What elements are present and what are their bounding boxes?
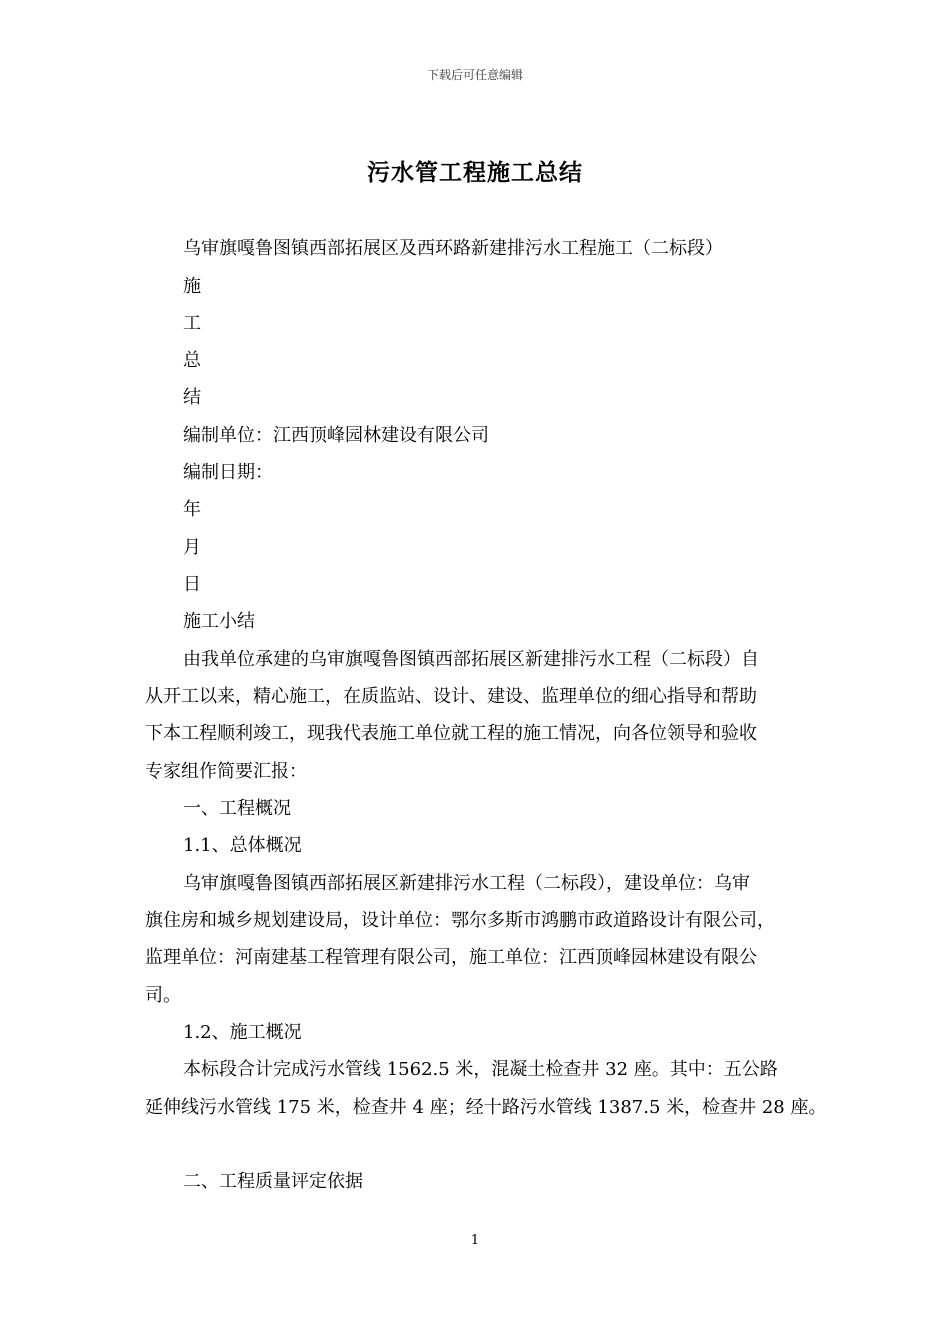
date-year: 年 bbox=[183, 499, 201, 520]
prepared-by: 编制单位：江西顶峰园林建设有限公司 bbox=[183, 425, 489, 446]
cover-char-3: 总 bbox=[183, 350, 201, 371]
section1-heading: 一、工程概况 bbox=[183, 798, 291, 819]
summary-heading: 施工小结 bbox=[183, 611, 255, 632]
sub1-line: 司。 bbox=[145, 985, 181, 1006]
sub2-line: 本标段合计完成污水管线 1562.5 米，混凝土检查井 32 座。其中：五公路 bbox=[183, 1059, 778, 1080]
summary-line: 专家组作简要汇报： bbox=[145, 761, 307, 782]
date-day: 日 bbox=[183, 574, 201, 595]
summary-line: 下本工程顺利竣工，现我代表施工单位就工程的施工情况，向各位领导和验收 bbox=[145, 723, 757, 744]
summary-line: 由我单位承建的乌审旗嘎鲁图镇西部拓展区新建排污水工程（二标段）自 bbox=[183, 649, 759, 670]
document-title: 污水管工程施工总结 bbox=[367, 159, 583, 186]
cover-char-2: 工 bbox=[183, 313, 201, 334]
sub1-line: 乌审旗嘎鲁图镇西部拓展区新建排污水工程（二标段），建设单位：乌审 bbox=[183, 873, 750, 894]
sub2-heading: 1.2、施工概况 bbox=[183, 1022, 302, 1043]
cover-char-4: 结 bbox=[183, 387, 201, 408]
project-name: 乌审旗嘎鲁图镇西部拓展区及西环路新建排污水工程施工（二标段） bbox=[183, 238, 723, 259]
cover-char-1: 施 bbox=[183, 276, 201, 297]
header-note: 下载后可任意编辑 bbox=[426, 68, 523, 82]
sub2-line: 延伸线污水管线 175 米，检查井 4 座；经十路污水管线 1387.5 米，检查井 28 座。 bbox=[145, 1097, 827, 1118]
page-number: 1 bbox=[470, 1233, 480, 1248]
section2-heading: 二、工程质量评定依据 bbox=[183, 1171, 363, 1192]
date-month: 月 bbox=[183, 537, 201, 558]
sub1-line: 监理单位：河南建基工程管理有限公司，施工单位：江西顶峰园林建设有限公 bbox=[145, 947, 757, 968]
sub1-line: 旗住房和城乡规划建设局，设计单位：鄂尔多斯市鸿鹏市政道路设计有限公司， bbox=[145, 910, 775, 931]
sub1-heading: 1.1、总体概况 bbox=[183, 835, 302, 856]
prepared-date-label: 编制日期： bbox=[183, 462, 273, 483]
summary-line: 从开工以来，精心施工，在质监站、设计、建设、监理单位的细心指导和帮助 bbox=[145, 686, 757, 707]
